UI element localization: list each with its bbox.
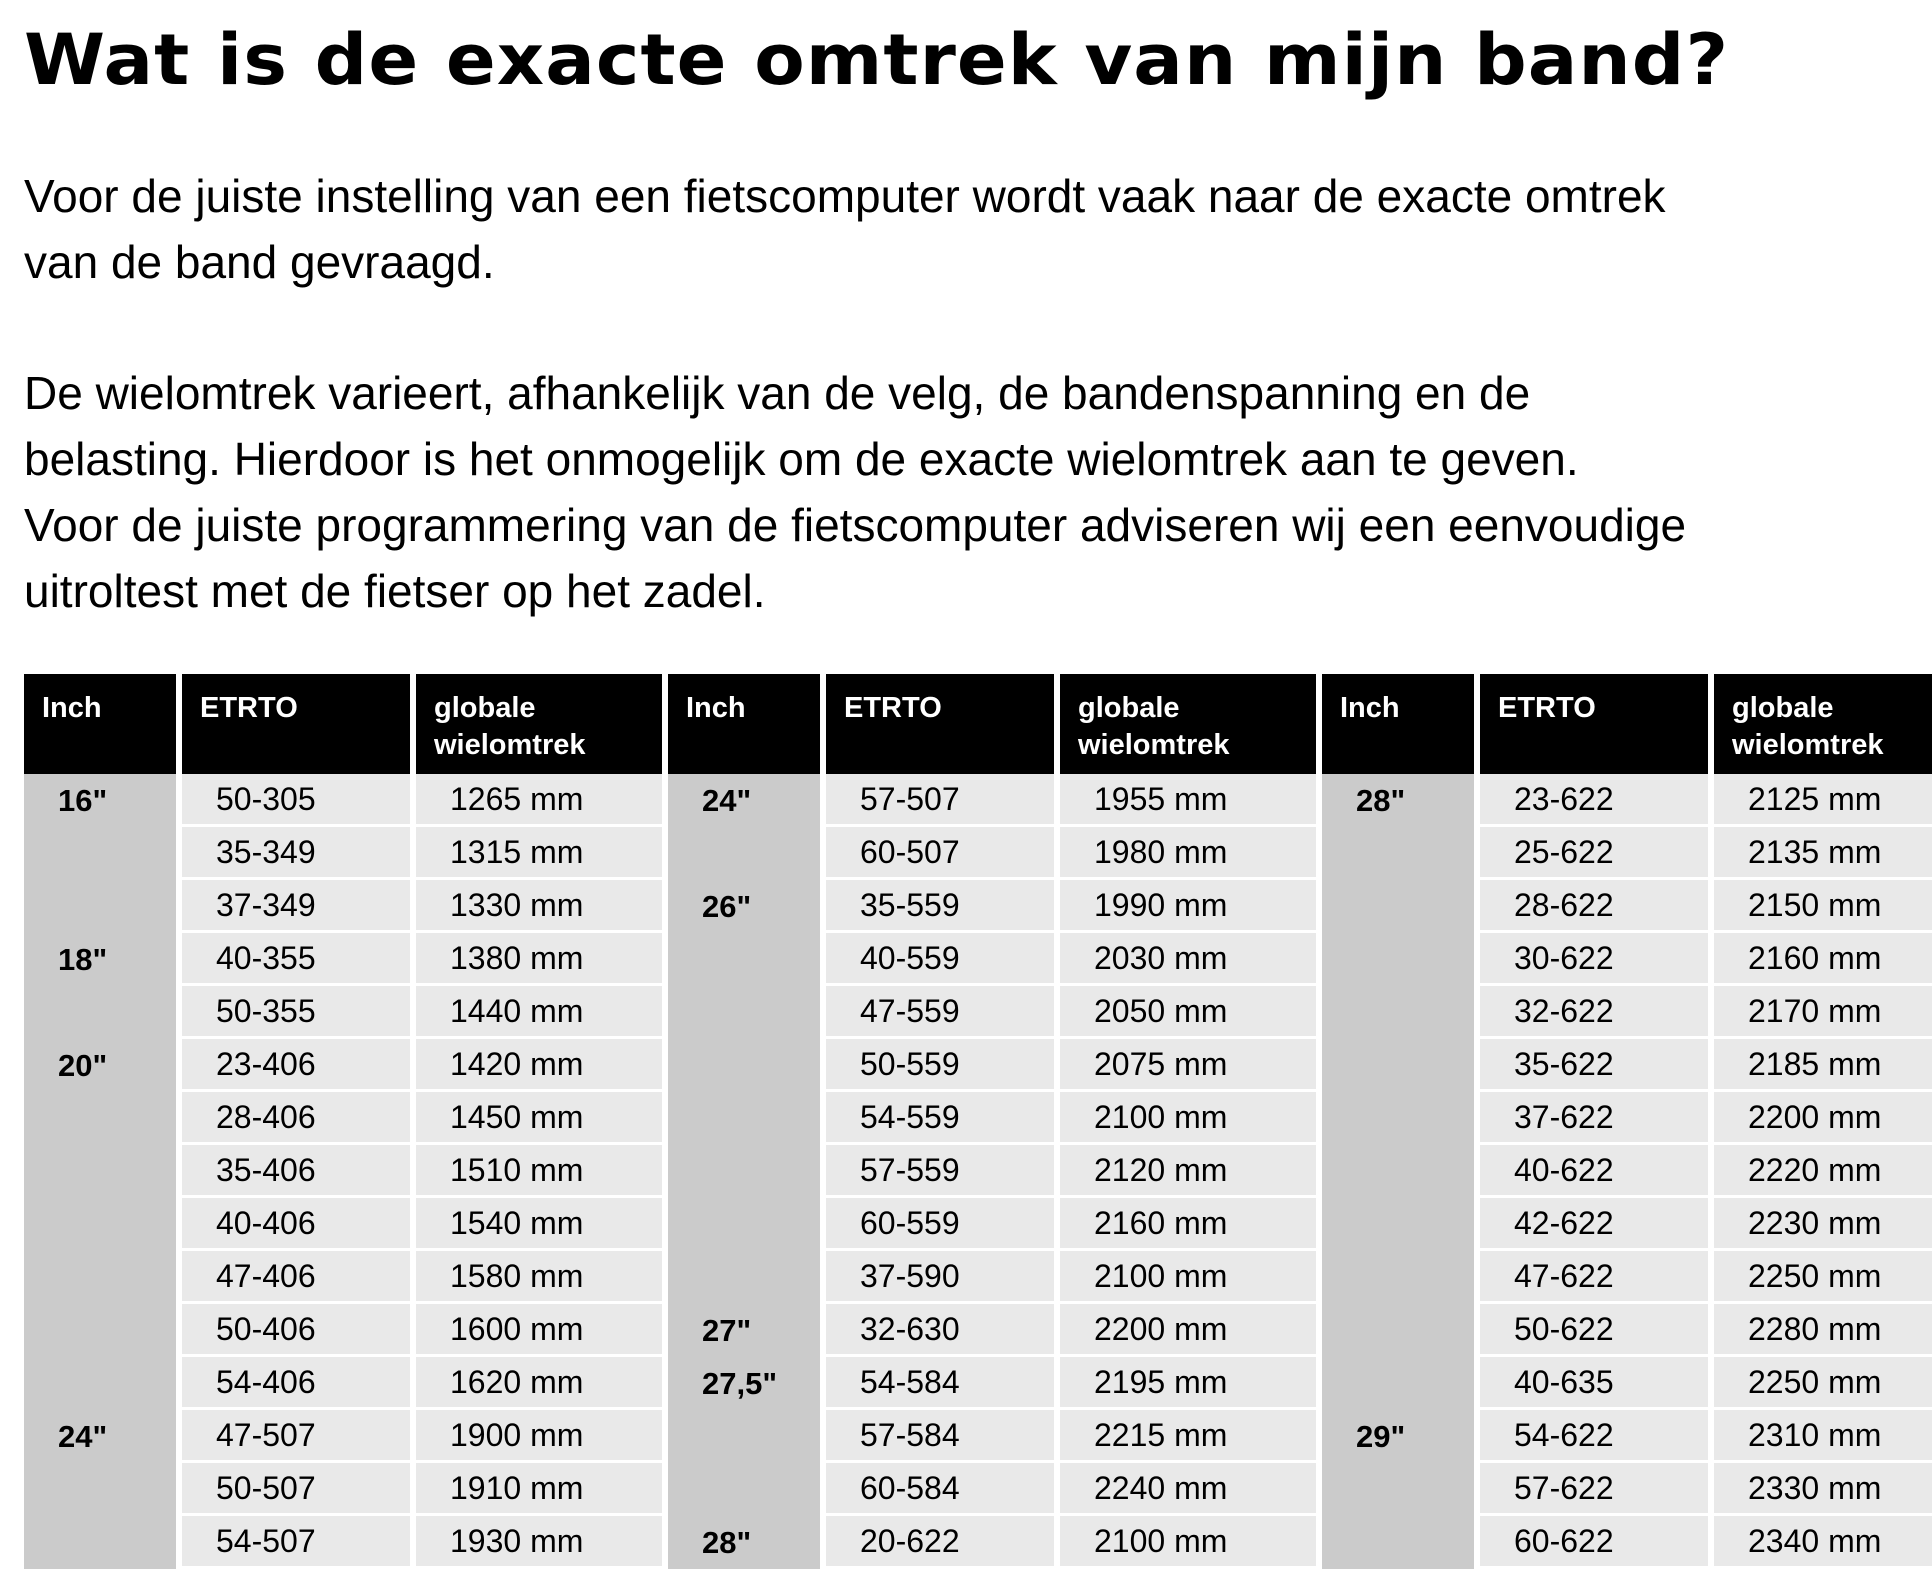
etrto-cell: 50-305 bbox=[182, 774, 410, 827]
circumference-cell: 1900 mm bbox=[416, 1410, 662, 1463]
etrto-cell: 60-622 bbox=[1480, 1516, 1708, 1569]
inch-cell bbox=[24, 1145, 176, 1198]
circumference-cell: 2125 mm bbox=[1714, 774, 1932, 827]
inch-cell bbox=[668, 1145, 820, 1198]
circumference-cell: 2160 mm bbox=[1060, 1198, 1316, 1251]
etrto-cell: 35-349 bbox=[182, 827, 410, 880]
circumference-cell: 1540 mm bbox=[416, 1198, 662, 1251]
circumference-cell: 2215 mm bbox=[1060, 1410, 1316, 1463]
etrto-cell: 23-622 bbox=[1480, 774, 1708, 827]
circumference-cell: 2340 mm bbox=[1714, 1516, 1932, 1569]
header-circumference bbox=[416, 674, 662, 774]
etrto-cell: 60-584 bbox=[826, 1463, 1054, 1516]
inch-cell: 18" bbox=[24, 933, 176, 986]
etrto-cell: 60-507 bbox=[826, 827, 1054, 880]
etrto-cell: 37-622 bbox=[1480, 1092, 1708, 1145]
circumference-cell: 2310 mm bbox=[1714, 1410, 1932, 1463]
etrto-cell: 50-559 bbox=[826, 1039, 1054, 1092]
inch-cell: 26" bbox=[668, 880, 820, 933]
circumference-cell: 2135 mm bbox=[1714, 827, 1932, 880]
header-etrto: ETRTO bbox=[826, 674, 1054, 774]
inch-cell: 28" bbox=[1322, 774, 1474, 827]
circumference-cell: 1910 mm bbox=[416, 1463, 662, 1516]
header-circumference-line: globale bbox=[434, 692, 536, 724]
inch-cell: 27,5" bbox=[668, 1357, 820, 1410]
inch-cell bbox=[24, 880, 176, 933]
circumference-cell: 1450 mm bbox=[416, 1092, 662, 1145]
circumference-cell: 1265 mm bbox=[416, 774, 662, 827]
inch-cell: 24" bbox=[668, 774, 820, 827]
circumference-cell: 1380 mm bbox=[416, 933, 662, 986]
etrto-cell: 32-630 bbox=[826, 1304, 1054, 1357]
circumference-cell: 1440 mm bbox=[416, 986, 662, 1039]
etrto-cell: 50-507 bbox=[182, 1463, 410, 1516]
circumference-cell: 2100 mm bbox=[1060, 1251, 1316, 1304]
inch-cell bbox=[668, 827, 820, 880]
etrto-cell: 54-406 bbox=[182, 1357, 410, 1410]
inch-cell bbox=[1322, 1145, 1474, 1198]
etrto-cell: 47-507 bbox=[182, 1410, 410, 1463]
inch-cell bbox=[1322, 933, 1474, 986]
etrto-cell: 23-406 bbox=[182, 1039, 410, 1092]
header-circumference-line: globale bbox=[1078, 692, 1180, 724]
etrto-cell: 35-622 bbox=[1480, 1039, 1708, 1092]
paragraph-line: De wielomtrek varieert, afhankelijk van de velg, de bandenspanning en de bbox=[24, 367, 1531, 419]
etrto-cell: 25-622 bbox=[1480, 827, 1708, 880]
inch-cell: 28" bbox=[668, 1516, 820, 1569]
inch-cell: 20" bbox=[24, 1039, 176, 1092]
circumference-cell: 1420 mm bbox=[416, 1039, 662, 1092]
header-inch: Inch bbox=[668, 674, 820, 774]
inch-cell: 24" bbox=[24, 1410, 176, 1463]
etrto-cell: 60-559 bbox=[826, 1198, 1054, 1251]
header-circumference-line: globale bbox=[1732, 692, 1834, 724]
circumference-cell: 1620 mm bbox=[416, 1357, 662, 1410]
circumference-cell: 1600 mm bbox=[416, 1304, 662, 1357]
inch-cell bbox=[1322, 1039, 1474, 1092]
etrto-cell: 57-507 bbox=[826, 774, 1054, 827]
etrto-cell: 40-355 bbox=[182, 933, 410, 986]
header-etrto: ETRTO bbox=[1480, 674, 1708, 774]
etrto-cell: 42-622 bbox=[1480, 1198, 1708, 1251]
etrto-cell: 47-622 bbox=[1480, 1251, 1708, 1304]
circumference-cell: 1980 mm bbox=[1060, 827, 1316, 880]
etrto-cell: 37-590 bbox=[826, 1251, 1054, 1304]
etrto-cell: 28-406 bbox=[182, 1092, 410, 1145]
header-circumference bbox=[1060, 674, 1316, 774]
paragraph-line: Voor de juiste programmering van de fietscomputer adviseren wij een eenvoudige bbox=[24, 499, 1687, 551]
etrto-cell: 37-349 bbox=[182, 880, 410, 933]
paragraph-line: belasting. Hierdoor is het onmogelijk om de exacte wielomtrek aan te geven. bbox=[24, 433, 1579, 485]
inch-cell bbox=[1322, 1304, 1474, 1357]
circumference-cell: 2200 mm bbox=[1060, 1304, 1316, 1357]
page-title: Wat is de exacte omtrek van mijn band? bbox=[24, 19, 1730, 101]
circumference-cell: 1930 mm bbox=[416, 1516, 662, 1569]
paragraph-line: Voor de juiste instelling van een fietscomputer wordt vaak naar de exacte omtrek bbox=[24, 170, 1666, 222]
etrto-cell: 57-584 bbox=[826, 1410, 1054, 1463]
circumference-cell: 2050 mm bbox=[1060, 986, 1316, 1039]
etrto-cell: 54-584 bbox=[826, 1357, 1054, 1410]
inch-cell bbox=[24, 1198, 176, 1251]
circumference-cell: 1990 mm bbox=[1060, 880, 1316, 933]
circumference-cell: 2220 mm bbox=[1714, 1145, 1932, 1198]
circumference-cell: 2200 mm bbox=[1714, 1092, 1932, 1145]
circumference-cell: 2100 mm bbox=[1060, 1092, 1316, 1145]
inch-cell bbox=[1322, 827, 1474, 880]
header-circumference-line: wielomtrek bbox=[1078, 729, 1230, 761]
etrto-cell: 32-622 bbox=[1480, 986, 1708, 1039]
etrto-cell: 54-559 bbox=[826, 1092, 1054, 1145]
circumference-cell: 2240 mm bbox=[1060, 1463, 1316, 1516]
circumference-cell: 1580 mm bbox=[416, 1251, 662, 1304]
circumference-cell: 2330 mm bbox=[1714, 1463, 1932, 1516]
circumference-cell: 2030 mm bbox=[1060, 933, 1316, 986]
etrto-cell: 20-622 bbox=[826, 1516, 1054, 1569]
circumference-cell: 1955 mm bbox=[1060, 774, 1316, 827]
inch-cell: 29" bbox=[1322, 1410, 1474, 1463]
inch-cell: 27" bbox=[668, 1304, 820, 1357]
tire-circumference-table bbox=[24, 674, 1932, 1569]
header-inch: Inch bbox=[1322, 674, 1474, 774]
circumference-cell: 2185 mm bbox=[1714, 1039, 1932, 1092]
inch-cell bbox=[668, 933, 820, 986]
inch-cell bbox=[24, 1092, 176, 1145]
inch-cell bbox=[24, 986, 176, 1039]
inch-cell bbox=[1322, 1357, 1474, 1410]
circumference-cell: 1315 mm bbox=[416, 827, 662, 880]
etrto-cell: 40-559 bbox=[826, 933, 1054, 986]
intro-paragraph bbox=[24, 163, 1924, 295]
circumference-cell: 2250 mm bbox=[1714, 1357, 1932, 1410]
inch-cell bbox=[24, 1251, 176, 1304]
etrto-cell: 54-622 bbox=[1480, 1410, 1708, 1463]
etrto-cell: 40-622 bbox=[1480, 1145, 1708, 1198]
etrto-cell: 40-406 bbox=[182, 1198, 410, 1251]
paragraph-line: van de band gevraagd. bbox=[24, 236, 495, 288]
circumference-cell: 2160 mm bbox=[1714, 933, 1932, 986]
inch-cell bbox=[1322, 1198, 1474, 1251]
etrto-cell: 50-355 bbox=[182, 986, 410, 1039]
inch-cell bbox=[1322, 986, 1474, 1039]
etrto-cell: 47-406 bbox=[182, 1251, 410, 1304]
circumference-cell: 2230 mm bbox=[1714, 1198, 1932, 1251]
inch-cell bbox=[1322, 1251, 1474, 1304]
header-circumference-line: wielomtrek bbox=[434, 729, 586, 761]
circumference-cell: 2075 mm bbox=[1060, 1039, 1316, 1092]
circumference-cell: 2150 mm bbox=[1714, 880, 1932, 933]
inch-cell bbox=[24, 827, 176, 880]
inch-cell bbox=[24, 1357, 176, 1410]
header-etrto: ETRTO bbox=[182, 674, 410, 774]
etrto-cell: 35-406 bbox=[182, 1145, 410, 1198]
etrto-cell: 28-622 bbox=[1480, 880, 1708, 933]
circumference-cell: 2170 mm bbox=[1714, 986, 1932, 1039]
etrto-cell: 57-622 bbox=[1480, 1463, 1708, 1516]
inch-cell bbox=[668, 1251, 820, 1304]
explanation-paragraph bbox=[24, 360, 1924, 624]
header-circumference-line: wielomtrek bbox=[1732, 729, 1884, 761]
inch-cell bbox=[1322, 1516, 1474, 1569]
etrto-cell: 30-622 bbox=[1480, 933, 1708, 986]
etrto-cell: 57-559 bbox=[826, 1145, 1054, 1198]
inch-cell bbox=[24, 1304, 176, 1357]
paragraph-line: uitroltest met de fietser op het zadel. bbox=[24, 565, 766, 617]
circumference-cell: 2195 mm bbox=[1060, 1357, 1316, 1410]
inch-cell bbox=[24, 1516, 176, 1569]
inch-cell bbox=[668, 1039, 820, 1092]
etrto-cell: 50-622 bbox=[1480, 1304, 1708, 1357]
circumference-cell: 2100 mm bbox=[1060, 1516, 1316, 1569]
circumference-cell: 1330 mm bbox=[416, 880, 662, 933]
header-inch: Inch bbox=[24, 674, 176, 774]
inch-cell bbox=[668, 1198, 820, 1251]
inch-cell bbox=[668, 1463, 820, 1516]
circumference-cell: 2250 mm bbox=[1714, 1251, 1932, 1304]
etrto-cell: 54-507 bbox=[182, 1516, 410, 1569]
inch-cell bbox=[1322, 1463, 1474, 1516]
etrto-cell: 50-406 bbox=[182, 1304, 410, 1357]
etrto-cell: 35-559 bbox=[826, 880, 1054, 933]
inch-cell bbox=[668, 1092, 820, 1145]
inch-cell bbox=[668, 1410, 820, 1463]
circumference-cell: 2120 mm bbox=[1060, 1145, 1316, 1198]
etrto-cell: 40-635 bbox=[1480, 1357, 1708, 1410]
inch-cell bbox=[24, 1463, 176, 1516]
circumference-cell: 2280 mm bbox=[1714, 1304, 1932, 1357]
inch-cell bbox=[1322, 880, 1474, 933]
inch-cell bbox=[668, 986, 820, 1039]
inch-cell: 16" bbox=[24, 774, 176, 827]
etrto-cell: 47-559 bbox=[826, 986, 1054, 1039]
inch-cell bbox=[1322, 1092, 1474, 1145]
circumference-cell: 1510 mm bbox=[416, 1145, 662, 1198]
header-circumference bbox=[1714, 674, 1932, 774]
